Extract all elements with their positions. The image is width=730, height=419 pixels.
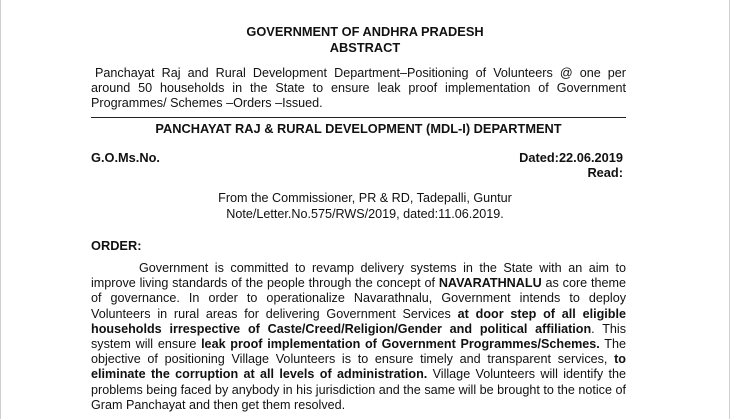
department-heading: PANCHAYAT RAJ & RURAL DEVELOPMENT (MDL-I) DEPARTMENT — [155, 121, 562, 136]
order-paragraph — [91, 261, 626, 413]
read-label: Read: — [587, 165, 623, 180]
separator-line — [91, 117, 626, 118]
order-text: as core theme of governance. In order to operationalize Navarathnalu, Government intends to deploy Volunteers in rural areas for delivering Government Services — [91, 276, 626, 321]
order-text: . This system will ensure — [91, 321, 626, 352]
order-emphasis-text: at door step of all eligible households irrespective of Caste/Creed/Religion/Gender and political affiliation — [91, 306, 626, 336]
order-emphasis-text: leak proof implementation of Government Programmes/Schemes. — [201, 337, 600, 352]
reference-line-1: From the Commissioner, PR & RD, Tadepalli, Guntur — [218, 191, 512, 205]
order-text: Village Volunteers will identify the problems being faced by anybody in his jurisdiction and the same will be brought to the notice of Gram Panchayat and then get them resolved. — [91, 367, 627, 412]
reference-line-2: Note/Letter.No.575/RWS/2019, dated:11.06.2019. — [226, 207, 504, 221]
abstract-heading: ABSTRACT — [329, 40, 401, 55]
order-emphasis-text: to eliminate the corruption at all levels of administration. — [91, 352, 626, 382]
go-date: Dated:22.06.2019 — [519, 150, 623, 165]
government-title: GOVERNMENT OF ANDHRA PRADESH — [246, 24, 484, 39]
order-text: Government is committed to revamp delivery systems in the State with an aim to improve living standards of the people through the concept of — [91, 261, 626, 291]
order-text: The objective of positioning Village Volunteers is to ensure timely and transparent services, — [91, 337, 626, 367]
abstract-text: Panchayat Raj and Rural Development Department–Positioning of Volunteers @ one per around 50 households in the State to ensure leak proof implementation of Government Programmes/ Schemes –Orders –Issued. — [91, 66, 626, 110]
go-number: G.O.Ms.No. — [91, 150, 160, 165]
order-heading: ORDER: — [91, 238, 142, 253]
order-emphasis-text: NAVARATHNALU — [438, 276, 542, 291]
